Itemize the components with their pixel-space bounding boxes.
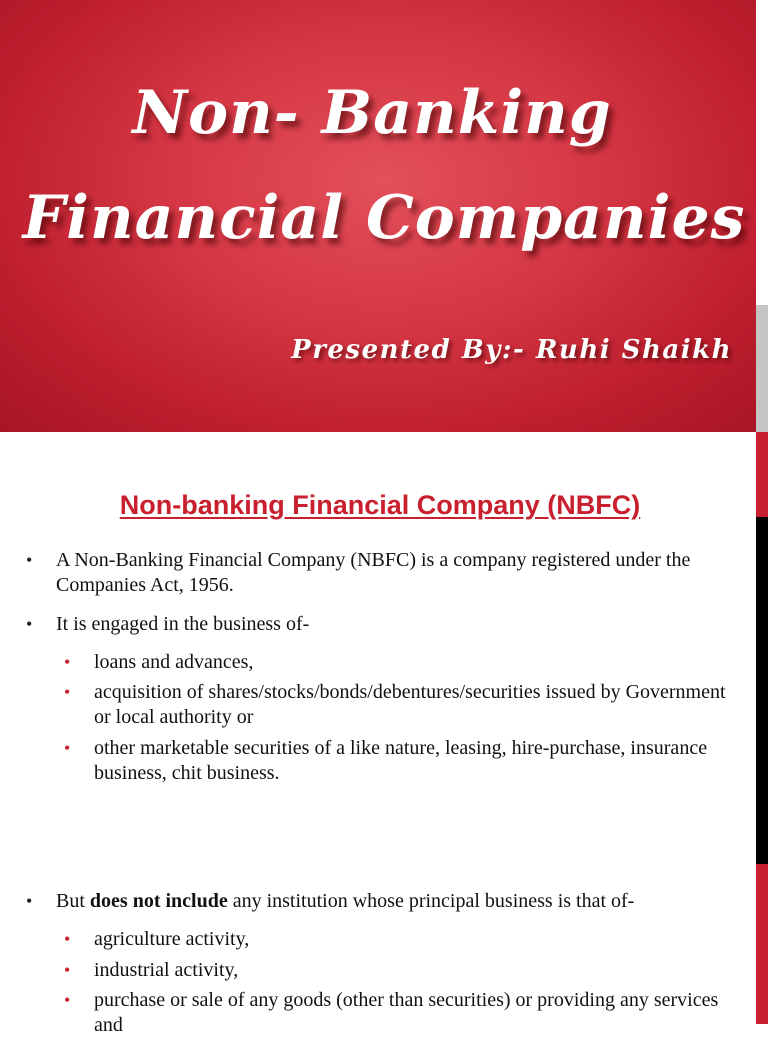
exclusion-bold: does not include bbox=[89, 890, 228, 912]
side-accent-bottom bbox=[756, 864, 768, 1024]
title-slide bbox=[0, 0, 768, 432]
sub-bullet-securities: • other marketable securities of a like nature, leasing, hire-purchase, insurance business, chit business. bbox=[94, 736, 734, 786]
exclusion-suffix: any institution whose principal business is that of- bbox=[227, 890, 635, 912]
content-slide bbox=[0, 432, 768, 1036]
sub-bullet-industrial: • industrial activity, bbox=[94, 958, 734, 983]
exclusion-prefix: But bbox=[56, 890, 90, 912]
slide-heading: Non-banking Financial Company (NBFC) bbox=[119, 490, 641, 520]
side-accent-middle bbox=[756, 517, 768, 864]
bullet-exclusion bbox=[56, 889, 746, 914]
title-line-2: Financial Companies bbox=[22, 183, 746, 253]
bullet-definition: • A Non-Banking Financial Company (NBFC) is a company registered under the Companies Act, 1956. bbox=[56, 548, 746, 598]
sub-bullet-goods: • purchase or sale of any goods (other than securities) or providing any services and bbox=[94, 988, 734, 1038]
sub-bullet-agriculture: • agriculture activity, bbox=[94, 927, 734, 952]
title-line-1: Non- Banking bbox=[132, 78, 612, 148]
bullet-business: • It is engaged in the business of- bbox=[56, 612, 746, 637]
sub-bullet-loans: • loans and advances, bbox=[94, 650, 734, 675]
slide-edge-accent bbox=[756, 305, 768, 432]
presenter-credit: Presented By:- Ruhi Shaikh bbox=[291, 335, 732, 365]
sub-bullet-acquisition: • acquisition of shares/stocks/bonds/debentures/securities issued by Government or local authority or bbox=[94, 680, 734, 730]
